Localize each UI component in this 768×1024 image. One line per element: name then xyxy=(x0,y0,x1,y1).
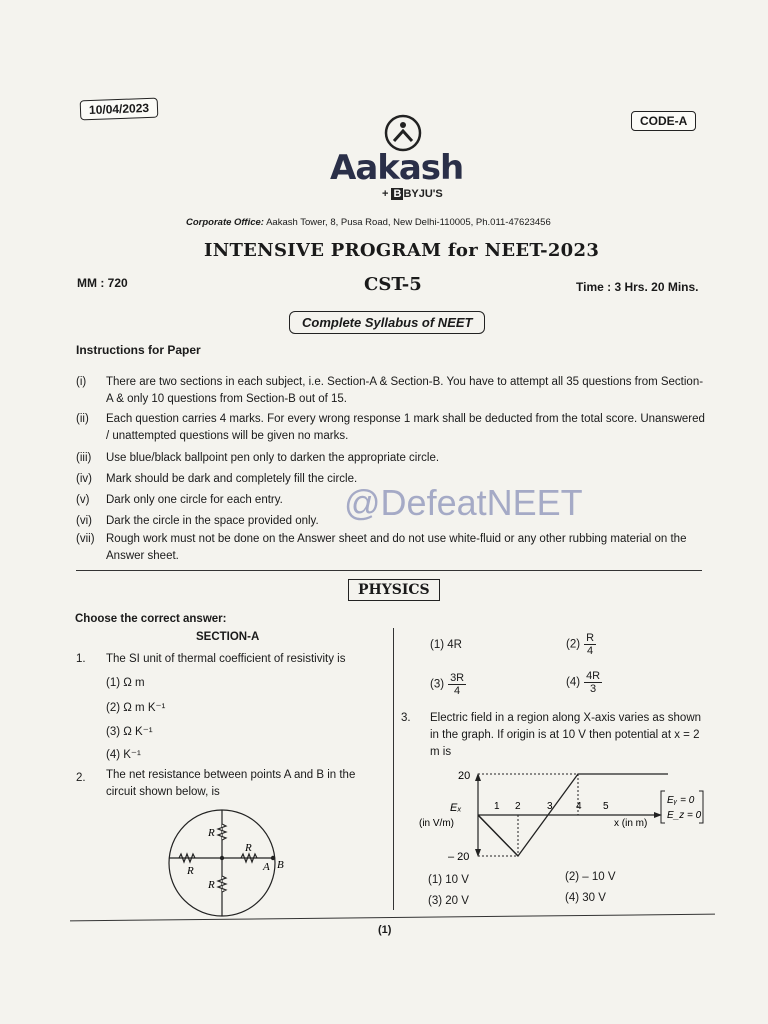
instruction-number: (iii) xyxy=(76,452,92,464)
instruction-item xyxy=(76,374,708,408)
instruction-text: Dark only one circle for each entry. xyxy=(106,494,283,506)
x-tick-label: 3 xyxy=(547,801,553,812)
resistor-label: R xyxy=(187,865,194,877)
option: (1) Ω m xyxy=(106,677,145,689)
option: (1) 4R xyxy=(430,639,462,651)
option-label: (4) xyxy=(566,676,581,689)
instruction-item xyxy=(76,531,708,565)
code-box xyxy=(631,111,696,131)
office-label: Corporate Office: xyxy=(186,217,264,228)
choose-answer: Choose the correct answer: xyxy=(75,613,227,625)
section-heading: SECTION-A xyxy=(196,631,260,643)
instruction-number: (ii) xyxy=(76,413,89,425)
partner-logo: + B BYJU'S xyxy=(382,188,443,200)
column-divider xyxy=(393,628,394,910)
fraction-denominator: 3 xyxy=(590,683,597,695)
fraction-numerator: 3R xyxy=(450,672,465,684)
test-name: CST-5 xyxy=(364,274,422,295)
partner-name: BYJU'S xyxy=(403,188,443,200)
electric-field-graph xyxy=(418,765,708,865)
duration: Time : 3 Hrs. 20 Mins. xyxy=(576,280,699,294)
instruction-number: (v) xyxy=(76,494,90,506)
fraction xyxy=(584,632,596,657)
y-max-label: 20 xyxy=(458,770,471,782)
instruction-text: Rough work must not be done on the Answer sheet and do not use white-fluid or any other rubbing material on the Answer sheet. xyxy=(106,533,687,562)
resistor-label: R xyxy=(245,842,252,854)
option: (1) 10 V xyxy=(428,874,469,886)
instructions-heading: Instructions for Paper xyxy=(76,343,201,357)
fraction-denominator: 4 xyxy=(454,685,461,697)
instruction-text: Mark should be dark and completely fill the circle. xyxy=(106,473,358,485)
option: (3) Ω K⁻¹ xyxy=(106,726,153,738)
office-address: Aakash Tower, 8, Pusa Road, New Delhi-110005, Ph.011-47623456 xyxy=(266,217,551,228)
option xyxy=(566,632,596,657)
condition-ez: E_z = 0 xyxy=(667,810,702,821)
page-number: (1) xyxy=(378,924,392,936)
instruction-item xyxy=(76,411,708,445)
resistor-label: R xyxy=(208,879,215,891)
instruction-number: (i) xyxy=(76,376,87,388)
fraction-denominator: 4 xyxy=(586,645,594,657)
divider xyxy=(76,570,702,571)
max-marks: MM : 720 xyxy=(77,276,128,290)
point-b-label: B xyxy=(277,859,284,871)
option: (4) K⁻¹ xyxy=(106,749,141,761)
x-tick-label: 4 xyxy=(576,801,582,812)
instruction-item xyxy=(76,450,708,467)
subject-heading: PHYSICS xyxy=(348,579,440,601)
syllabus-box: Complete Syllabus of NEET xyxy=(289,311,485,334)
instruction-number: (vi) xyxy=(76,515,92,527)
aakash-logo-icon xyxy=(383,113,423,153)
code-text: CODE-A xyxy=(640,114,688,128)
x-axis-label: x (in m) xyxy=(614,818,648,829)
option xyxy=(566,670,602,695)
fraction-numerator: R xyxy=(586,632,595,644)
y-axis-label: Eₓ xyxy=(450,802,462,814)
instruction-text: Use blue/black ballpoint pen only to darken the appropriate circle. xyxy=(106,452,440,464)
question-text: The SI unit of thermal coefficient of resistivity is xyxy=(106,653,346,665)
y-unit-label: (in V/m) xyxy=(419,818,454,829)
y-min-label: – 20 xyxy=(448,851,470,863)
question-number: 3. xyxy=(401,712,411,724)
instruction-text: There are two sections in each subject, i.e. Section-A & Section-B. You have to attempt all 35 questions from Section-A & only 10 questions from Section-B out of 15. xyxy=(106,376,704,405)
question-number: 1. xyxy=(76,653,86,665)
option: (2) Ω m K⁻¹ xyxy=(106,702,166,714)
option: (4) 30 V xyxy=(565,892,606,904)
x-tick-label: 5 xyxy=(603,801,609,812)
instruction-text: Each question carries 4 marks. For every wrong response 1 mark shall be deducted from the total score. Unanswered / unattempted questions will be given no marks. xyxy=(106,413,705,442)
instruction-number: (iv) xyxy=(76,473,92,485)
fraction xyxy=(448,672,466,697)
condition-ey: Eᵧ = 0 xyxy=(667,795,695,806)
watermark: @DefeatNEET xyxy=(344,482,583,523)
fraction-numerator: 4R xyxy=(586,670,601,682)
question-number: 2. xyxy=(76,772,86,784)
x-tick-label: 1 xyxy=(494,801,500,812)
program-title: INTENSIVE PROGRAM for NEET-2023 xyxy=(204,240,600,261)
instruction-text: Dark the circle in the space provided only. xyxy=(106,515,319,527)
option-label: (3) xyxy=(430,678,445,691)
option: (3) 20 V xyxy=(428,895,469,907)
date-text: 10/04/2023 xyxy=(88,100,150,118)
point-a-label: A xyxy=(263,861,270,873)
resistor-label: R xyxy=(208,827,215,839)
option-label: (2) xyxy=(566,638,581,651)
corporate-office xyxy=(186,217,551,228)
x-tick-label: 2 xyxy=(515,801,521,812)
question-text: The net resistance between points A and B in the circuit shown below, is xyxy=(106,769,356,798)
fraction xyxy=(584,670,602,695)
brand-name: Aakash xyxy=(330,148,464,188)
option xyxy=(430,672,466,697)
instruction-number: (vii) xyxy=(76,533,95,545)
circuit-diagram xyxy=(165,806,295,921)
question-text: Electric field in a region along X-axis varies as shown in the graph. If origin is at 10 V then potential at x = 2 m is xyxy=(430,712,702,758)
date-box xyxy=(80,98,159,121)
option: (2) – 10 V xyxy=(565,871,616,883)
